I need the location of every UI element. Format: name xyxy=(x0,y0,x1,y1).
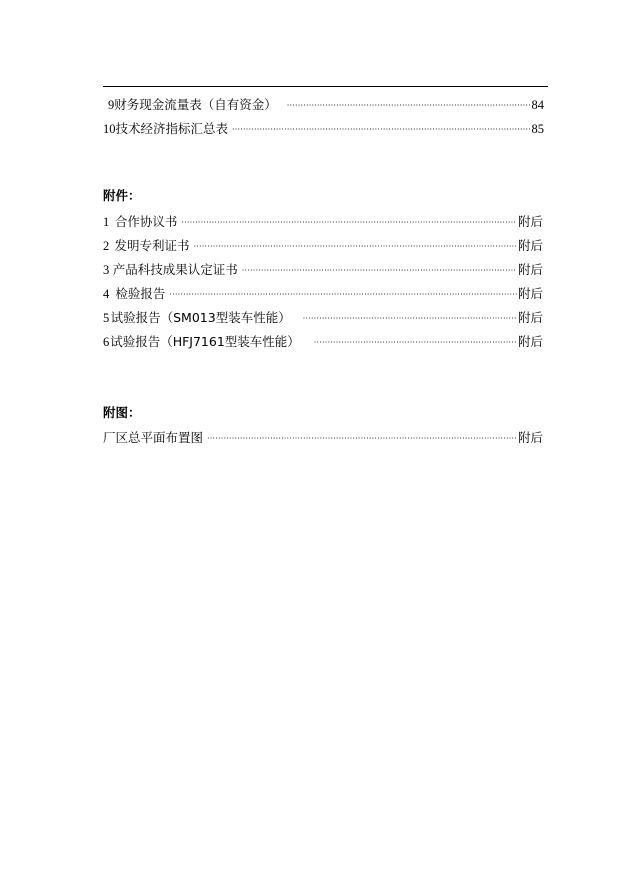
attachment-title: 发明专利证书 xyxy=(114,238,190,253)
attachment-entry[interactable] xyxy=(103,309,543,327)
attachment-number: 6 xyxy=(103,335,110,349)
attachment-title: 试验报告（HFJ7161型装车性能） xyxy=(110,334,300,349)
toc-dot-leader xyxy=(242,262,517,280)
attachment-title: 试验报告（SM013型装车性能） xyxy=(110,310,291,325)
attachment-page: 附后 xyxy=(517,334,543,349)
toc-dot-leader xyxy=(194,238,517,256)
toc-entry-title: 财务现金流量表（自有资金） xyxy=(114,97,277,112)
toc-dot-leader xyxy=(181,214,517,232)
figure-title: 厂区总平面布置图 xyxy=(103,430,204,445)
attachment-page: 附后 xyxy=(517,214,543,229)
toc-entry-page: 84 xyxy=(531,98,544,112)
toc-dot-leader xyxy=(314,334,517,352)
attachment-number: 3 xyxy=(103,263,110,277)
attachment-number: 1 xyxy=(103,215,110,229)
toc-dot-leader xyxy=(287,97,531,115)
figure-entry[interactable] xyxy=(103,429,543,447)
toc-entry-title: 技术经济指标汇总表 xyxy=(115,121,229,136)
toc-dot-leader xyxy=(207,430,517,448)
figures-heading: 附图： xyxy=(103,405,141,420)
attachment-page: 附后 xyxy=(517,286,543,301)
toc-dot-leader xyxy=(232,121,530,139)
attachment-entry[interactable] xyxy=(103,261,543,279)
attachment-number: 5 xyxy=(103,311,110,325)
attachment-number: 4 xyxy=(103,287,110,301)
attachment-page: 附后 xyxy=(517,310,543,325)
attachment-title: 检验报告 xyxy=(115,286,166,301)
toc-entry-page: 85 xyxy=(531,122,544,136)
toc-entry[interactable] xyxy=(108,96,544,114)
toc-dot-leader xyxy=(169,286,517,304)
attachment-page: 附后 xyxy=(517,262,543,277)
attachment-entry[interactable] xyxy=(103,333,543,351)
attachment-entry[interactable] xyxy=(103,285,543,303)
attachments-heading: 附件： xyxy=(103,188,141,203)
figure-page: 附后 xyxy=(517,430,543,445)
attachment-number: 2 xyxy=(103,239,110,253)
attachment-title: 产品科技成果认定证书 xyxy=(112,262,238,277)
toc-entry-number: 10 xyxy=(103,122,116,136)
toc-entry-number: 9 xyxy=(108,98,115,112)
attachment-entry[interactable] xyxy=(103,213,543,231)
attachment-title: 合作协议书 xyxy=(114,214,178,229)
toc-dot-leader xyxy=(303,310,517,328)
attachment-page: 附后 xyxy=(517,238,543,253)
header-rule xyxy=(103,86,548,87)
toc-entry[interactable] xyxy=(103,120,544,138)
attachment-entry[interactable] xyxy=(103,237,543,255)
